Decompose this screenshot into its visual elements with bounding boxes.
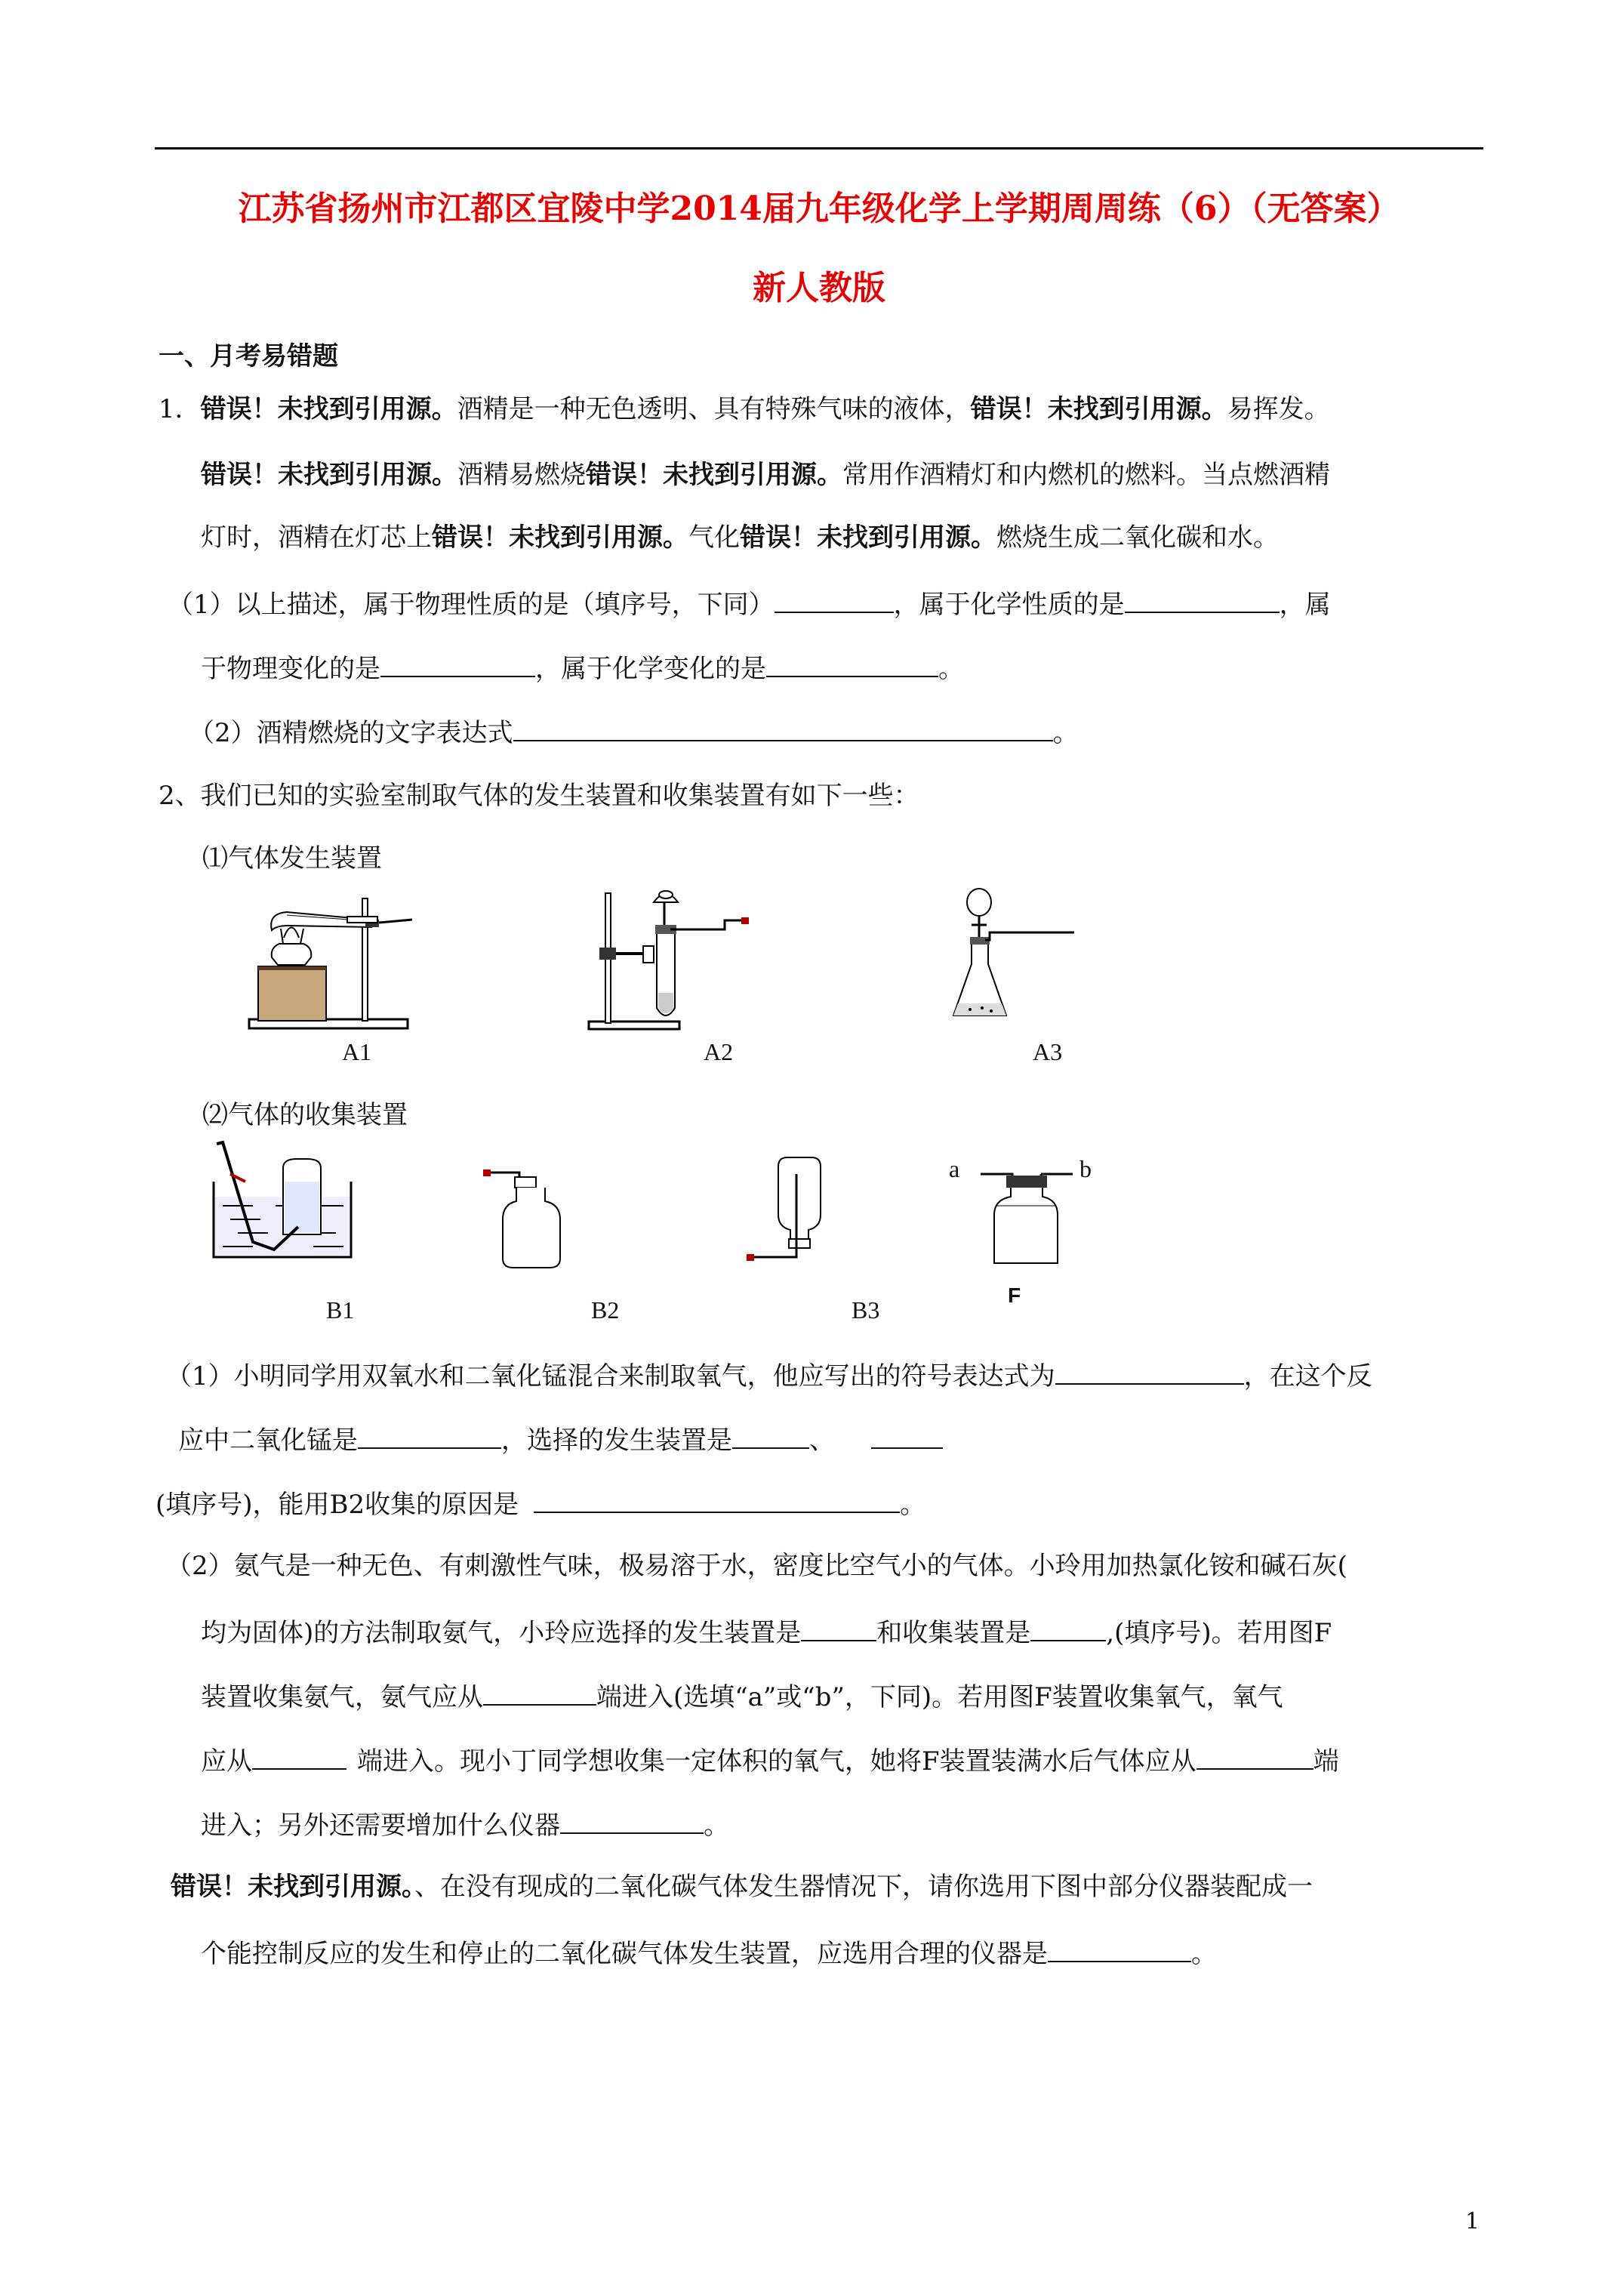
answer-blank[interactable] xyxy=(483,1681,596,1706)
apparatus-f-diagram xyxy=(978,1159,1076,1272)
q1-sub1-line-1: （1）以上描述，属于物理性质的是（填序号，下同） ，属于化学性质的是 ，属 xyxy=(168,590,1331,620)
port-a-label: a xyxy=(949,1155,960,1182)
q2-p2-line-5: 进入；另外还需要增加什么仪器 。 xyxy=(201,1811,729,1841)
apparatus-b1-diagram xyxy=(208,1136,359,1265)
q2-p1-line-3: (填序号)，能用B2收集的原因是 。 xyxy=(156,1490,926,1520)
answer-blank[interactable] xyxy=(560,1810,704,1834)
answer-blank[interactable] xyxy=(732,1425,809,1449)
q3-line-2: 个能控制反应的发生和停止的二氧化碳气体发生装置，应选用合理的仪器是 。 xyxy=(201,1939,1217,1969)
label-b3: B3 xyxy=(852,1296,880,1324)
title-line-1: 江苏省扬州市江都区宜陵中学2014届九年级化学上学期周周练（6）（无答案） xyxy=(238,190,1400,228)
label-a3: A3 xyxy=(1033,1038,1063,1065)
q2-p2-line-2: 均为固体)的方法制取氨气，小玲应选择的发生装置是 和收集装置是 ,(填序号)。若用图F xyxy=(201,1618,1332,1648)
q2-intro: 2、我们已知的实验室制取气体的发生装置和收集装置有如下一些： xyxy=(159,781,919,811)
title-line-2: 新人教版 xyxy=(753,269,885,307)
page-number: 1 xyxy=(1464,2208,1480,2235)
q2-gen-heading: ⑴气体发生装置 xyxy=(202,843,382,874)
apparatus-a1-diagram xyxy=(242,883,415,1034)
label-f: F xyxy=(1008,1284,1021,1307)
answer-blank[interactable] xyxy=(871,1425,943,1449)
answer-blank[interactable] xyxy=(513,717,1053,741)
q1-sub2: （2）酒精燃烧的文字表达式 。 xyxy=(189,718,1079,748)
apparatus-a2-diagram xyxy=(574,880,762,1038)
answer-blank[interactable] xyxy=(775,589,894,613)
q2-col-heading: ⑵气体的收集装置 xyxy=(202,1100,408,1130)
label-a2: A2 xyxy=(704,1038,734,1065)
answer-blank[interactable] xyxy=(1048,1938,1191,1962)
q1-line-2: 错误！未找到引用源。酒精易燃烧错误！未找到引用源。常用作酒精灯和内燃机的燃料。当点燃酒精 xyxy=(201,460,1330,490)
answer-blank[interactable] xyxy=(1055,1361,1244,1385)
q3-line-1: 错误！未找到引用源。、在没有现成的二氧化碳气体发生器情况下，请你选用下图中部分仪器装配成一 xyxy=(171,1872,1313,1902)
answer-blank[interactable] xyxy=(1196,1746,1313,1770)
apparatus-b2-diagram xyxy=(476,1159,581,1272)
section-heading: 一、月考易错题 xyxy=(159,341,338,371)
label-b2: B2 xyxy=(591,1296,620,1324)
q2-p2-line-4: 应从 端进入。现小丁同学想收集一定体积的氧气，她将F装置装满水后气体应从 端 xyxy=(201,1746,1339,1777)
answer-blank[interactable] xyxy=(1125,589,1280,613)
q2-p1-line-2: 应中二氧化锰是 ，选择的发生装置是 、 xyxy=(178,1425,943,1453)
q1-line-1: 1．错误！未找到引用源。酒精是一种无色透明、具有特殊气味的液体，错误！未找到引用源。易挥发。 xyxy=(159,394,1330,424)
answer-blank[interactable] xyxy=(766,653,938,677)
answer-blank[interactable] xyxy=(1030,1617,1106,1641)
q2-p2-line-3: 装置收集氨气，氨气应从 端进入(选填“a”或“b”，下同)。若用图F装置收集氧气，氧气 xyxy=(201,1682,1283,1712)
q2-p2-line-1: （2）氨气是一种无色、有刺激性气味，极易溶于水，密度比空气小的气体。小玲用加热氯化铵和碱石灰( xyxy=(166,1551,1347,1581)
answer-blank[interactable] xyxy=(801,1617,876,1641)
label-b1: B1 xyxy=(326,1296,355,1324)
q1-line-3: 灯时，酒精在灯芯上错误！未找到引用源。气化错误！未找到引用源。燃烧生成二氧化碳和水。 xyxy=(201,522,1279,553)
answer-blank[interactable] xyxy=(534,1489,900,1513)
answer-blank[interactable] xyxy=(380,653,535,677)
port-b-label: b xyxy=(1079,1155,1092,1182)
apparatus-a3-diagram xyxy=(947,880,1076,1038)
apparatus-b3-diagram xyxy=(744,1151,842,1265)
answer-blank[interactable] xyxy=(358,1425,501,1449)
header-rule xyxy=(155,147,1483,149)
q1-sub1-line-2: 于物理变化的是 ，属于化学变化的是 。 xyxy=(201,654,964,684)
label-a1: A1 xyxy=(342,1038,372,1065)
answer-blank[interactable] xyxy=(252,1746,346,1770)
q2-p1-line-1: （1）小明同学用双氧水和二氧化锰混合来制取氧气，他应写出的符号表达式为 ，在这个反 xyxy=(166,1361,1372,1391)
